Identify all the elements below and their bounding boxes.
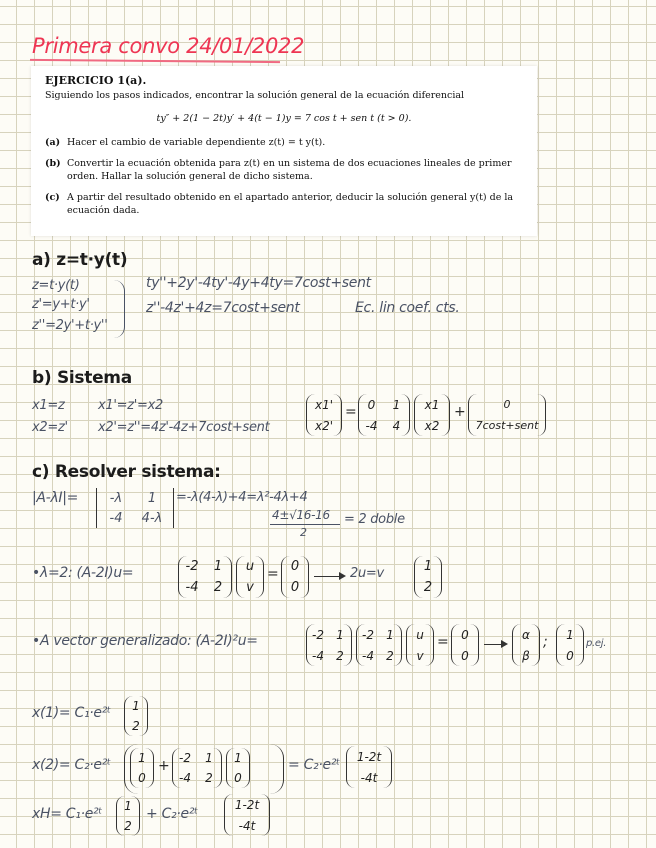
cell: 1	[147, 490, 157, 506]
gen-matrix-1	[306, 624, 352, 666]
cell: 1-2t	[234, 797, 260, 812]
cell: 0	[566, 648, 574, 663]
exercise-equation: ty″ + 2(1 − 2t)y′ + 4(t − 1)y = 7 cos t + sen t (t > 0).	[156, 113, 412, 124]
item-label: (b)	[45, 158, 61, 169]
det-matrix	[98, 488, 170, 528]
cell: 1	[213, 559, 223, 574]
section-a-heading: a) z=t·y(t)	[32, 250, 128, 270]
cell: 1	[392, 397, 401, 412]
item-label: (a)	[45, 137, 61, 148]
cell: 0	[234, 771, 242, 785]
gen-example	[556, 624, 584, 666]
fraction-bar	[270, 524, 340, 525]
cell: 0	[290, 580, 300, 595]
xh-mid: + C₂·e²ᵗ	[146, 806, 198, 822]
cell: 2	[124, 819, 132, 833]
brace	[114, 280, 125, 338]
section-b-def-2: x2=z'	[32, 420, 68, 435]
cell: 2	[336, 648, 344, 663]
section-b-eq-1: x1'=z'=x2	[98, 398, 163, 413]
xh-vector-2	[224, 794, 270, 836]
x2-lhs: x(2)= C₂·e²ᵗ	[32, 757, 111, 773]
cell: 2	[213, 580, 223, 595]
cell: 0	[290, 559, 300, 574]
vector-x	[414, 394, 450, 436]
cell: -4t	[238, 818, 256, 833]
cell: 0	[503, 398, 511, 411]
roots-result: = 2 doble	[344, 512, 405, 527]
cell: β	[522, 648, 530, 663]
eig-relation: 2u=v	[350, 566, 384, 581]
cell: u	[416, 627, 424, 642]
section-a-eq2: z''-4z'+4z=7cost+sent	[146, 300, 300, 316]
cell: -2	[179, 751, 191, 765]
gen-u	[406, 624, 434, 666]
vector-lhs	[306, 394, 342, 436]
system-matrix	[358, 394, 410, 436]
x2-matrix	[172, 748, 222, 788]
item-label: (c)	[45, 192, 60, 203]
exercise-item-c	[45, 191, 523, 217]
x1-lhs: x(1)= C₁·e²ᵗ	[32, 705, 111, 721]
cell: 1	[132, 699, 140, 713]
x2-vector-2	[226, 748, 250, 788]
cell: 2	[205, 771, 213, 785]
item-text: A partir del resultado obtenido en el apartado anterior, deducir la solución general y(t) de la ecuación dada.	[67, 192, 514, 216]
gen-alpha-beta	[512, 624, 540, 666]
cell: 0	[367, 397, 376, 412]
gen-pej: p.ej.	[586, 638, 607, 649]
cell: 2	[423, 580, 433, 595]
det-rhs: =-λ(4-λ)+4=λ²-4λ+4	[176, 490, 308, 505]
cell: -4	[109, 510, 123, 526]
cell: 4	[392, 418, 401, 433]
equals-sign: =	[267, 566, 279, 582]
cell: 1	[234, 751, 242, 765]
cell: -4	[179, 771, 191, 785]
section-a-note: Ec. lin coef. cts.	[355, 300, 460, 316]
cell: 1	[205, 751, 213, 765]
section-a-line-3: z''=2y'+t·y''	[32, 318, 108, 333]
cell: -2	[185, 559, 199, 574]
cell: -2	[312, 627, 324, 642]
equals-sign: =	[345, 404, 357, 420]
cell: 1	[336, 627, 344, 642]
cell: -4t	[360, 770, 378, 785]
xh-lhs: xH= C₁·e²ᵗ	[32, 806, 103, 822]
section-a-line-2: z'=y+t·y'	[32, 297, 90, 312]
gen-zero	[451, 624, 479, 666]
cell: 7cost+sent	[475, 419, 539, 432]
cell: 2	[132, 719, 140, 733]
exercise-item-a	[45, 136, 523, 149]
cell: -2	[362, 627, 374, 642]
roots-denominator: 2	[300, 526, 307, 539]
arrow-icon	[314, 576, 344, 577]
cell: 1	[138, 751, 146, 765]
section-a-eq1: ty''+2y'-4ty'-4y+4ty=7cost+sent	[146, 275, 371, 291]
eig-zero	[281, 556, 309, 598]
cell: -4	[365, 418, 378, 433]
cell: 1	[386, 627, 394, 642]
cell: 2	[386, 648, 394, 663]
eig-u	[236, 556, 264, 598]
eig-lhs: •λ=2: (A-2I)u=	[32, 565, 134, 581]
exercise-title: EJERCICIO 1(a).	[45, 74, 147, 87]
plus-sign: +	[454, 404, 466, 420]
exercise-card	[31, 66, 537, 236]
x2-vector-1	[130, 748, 154, 788]
cell: 4-λ	[141, 510, 163, 526]
cell: 0	[461, 627, 469, 642]
section-a-line-1: z=t·y(t)	[32, 278, 80, 293]
gen-lhs: •A vector generalizado: (A-2I)²u=	[32, 633, 258, 649]
det-lhs: |A-λI|=	[32, 490, 79, 506]
cell: 0	[461, 648, 469, 663]
cell: 1	[124, 799, 132, 813]
cell: 1-2t	[356, 749, 382, 764]
cell: v	[416, 648, 424, 663]
section-c-heading: c) Resolver sistema:	[32, 462, 221, 482]
cell: x1	[424, 397, 440, 412]
x2-result	[346, 746, 392, 788]
exercise-intro: Siguiendo los pasos indicados, encontrar la solución general de la ecuación diferencial	[45, 90, 465, 101]
equals-sign: =	[437, 634, 449, 650]
cell: 1	[566, 627, 574, 642]
cell: x2'	[314, 418, 334, 433]
vector-f	[468, 394, 546, 436]
cell: -4	[362, 648, 374, 663]
cell: α	[522, 627, 530, 642]
cell: -λ	[109, 490, 123, 506]
page-title: Primera convo 24/01/2022	[32, 34, 305, 58]
x1-vector	[124, 696, 148, 736]
xh-vector-1	[116, 796, 140, 836]
exercise-item-b	[45, 157, 523, 183]
x2-mid: = C₂·e²ᵗ	[288, 757, 340, 773]
cell: 0	[138, 771, 146, 785]
roots-numerator: 4±√16-16	[272, 508, 330, 522]
cell: -4	[185, 580, 199, 595]
plus-sign: +	[158, 758, 170, 774]
item-text: Hacer el cambio de variable dependiente z(t) = t y(t).	[67, 137, 326, 148]
cell: u	[245, 559, 255, 574]
item-text: Convertir la ecuación obtenida para z(t) en un sistema de dos ecuaciones lineales de primer orden. Hallar la solución general de dicho sistema.	[67, 158, 512, 182]
section-b-eq-2: x2'=z''=4z'-4z+7cost+sent	[98, 420, 270, 435]
cell: -4	[312, 648, 324, 663]
cell: 1	[423, 559, 433, 574]
title-underline	[30, 59, 280, 63]
gen-matrix-2	[356, 624, 402, 666]
eig-vector	[414, 556, 442, 598]
arrow-icon	[484, 644, 506, 645]
cell: x1'	[314, 397, 334, 412]
cell: v	[246, 580, 254, 595]
section-b-def-1: x1=z	[32, 398, 65, 413]
eig-matrix	[178, 556, 232, 598]
separator: ;	[543, 634, 548, 650]
section-b-heading: b) Sistema	[32, 368, 132, 388]
cell: x2	[424, 418, 440, 433]
